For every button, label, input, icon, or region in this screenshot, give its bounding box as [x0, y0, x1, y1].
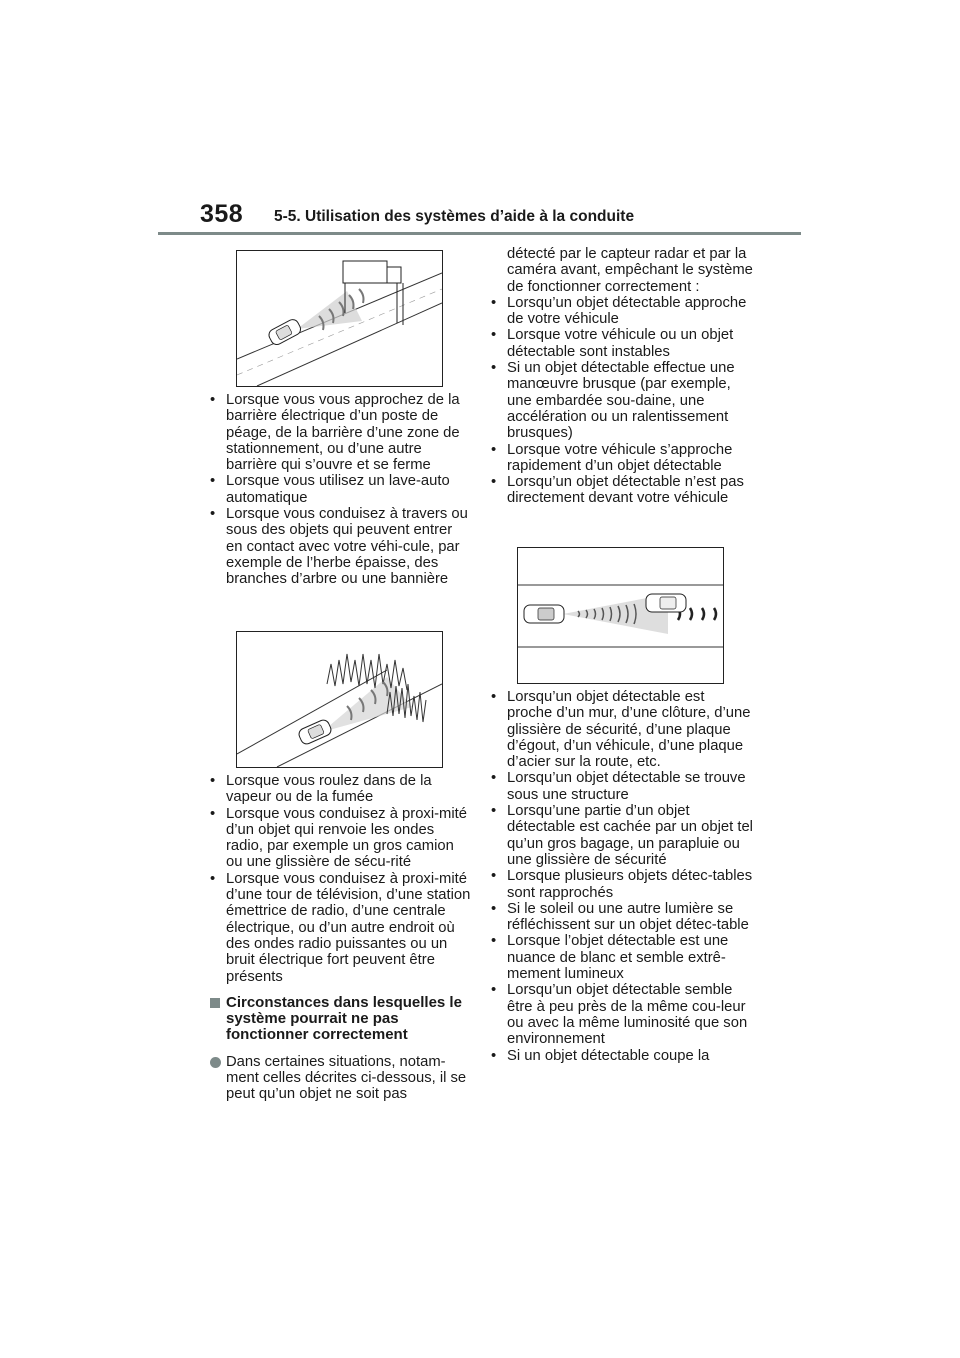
illustration-toll-barrier — [236, 250, 443, 387]
list-item: • Lorsque votre véhicule s’approche rapidement d’un objet détectable — [491, 442, 753, 475]
list-item: • Lorsqu’un objet détectable approche de votre véhicule — [491, 295, 753, 328]
right-column — [491, 246, 753, 507]
circle-bullet-icon — [210, 1057, 221, 1068]
right-column-lower — [491, 689, 753, 1064]
list-item: • Si un objet détectable effectue une manœuvre brusque (par exemple, une embardée sou-daine, une accélération ou un ralentissement brusques) — [491, 360, 753, 441]
bullet-list-detection — [491, 295, 753, 507]
list-item: • Lorsque vous roulez dans de la vapeur ou de la fumée — [210, 773, 472, 806]
intro-paragraph — [210, 1054, 472, 1103]
list-item: • Lorsque vous conduisez à proxi-mité d’une tour de télévision, d’une station émettrice de radio, d’une centrale électrique, ou d’un autre endroit où des ondes radio puissantes ou un bruit électrique fort peuvent être présents — [210, 871, 472, 985]
section-title: 5-5. Utilisation des systèmes d’aide à la conduite — [274, 208, 635, 225]
list-item: • Si un objet détectable coupe la — [491, 1048, 753, 1064]
bullet-list-barriers — [210, 392, 472, 588]
left-column-lower — [210, 773, 472, 1103]
list-item: • Lorsque plusieurs objets détec-tables sont rapprochés — [491, 868, 753, 901]
section-heading — [210, 995, 472, 1044]
list-item: • Lorsque vous conduisez à proxi-mité d’un objet qui renvoie les ondes radio, par exemple un gros camion ou une glissière de sécu-rité — [210, 806, 472, 871]
square-bullet-icon — [210, 998, 220, 1008]
continuation-text: détecté par le capteur radar et par la caméra avant, empêchant le système de fonctionner correctement : — [507, 246, 753, 295]
left-column — [210, 392, 472, 588]
paragraph-text: Dans certaines situations, notam-ment celles décrites ci-dessous, il se peut qu’un objet ne soit pas — [226, 1053, 467, 1103]
header-divider — [158, 232, 801, 235]
list-item: • Si le soleil ou une autre lumière se réfléchissent sur un objet détec-table — [491, 901, 753, 934]
list-item: • Lorsqu’un objet détectable se trouve sous une structure — [491, 770, 753, 803]
page-number: 358 — [200, 200, 244, 228]
list-item: • Lorsque votre véhicule ou un objet détectable sont instables — [491, 327, 753, 360]
list-item: • Lorsque vous vous approchez de la barrière électrique d’un poste de péage, de la barrière d’une zone de stationnement, ou d’une autre barrière qui s’ouvre et se ferme — [210, 392, 472, 473]
bullet-list-conditions — [491, 689, 753, 1064]
list-item: • Lorsque vous utilisez un lave-auto automatique — [210, 473, 472, 506]
illustration-vegetation — [236, 631, 443, 768]
bullet-list-interference — [210, 773, 472, 985]
heading-text: Circonstances dans lesquelles le système pourrait ne pas fonctionner correctement — [226, 993, 462, 1044]
list-item: • Lorsqu’une partie d’un objet détectable est cachée par un objet tel qu’un gros bagage, un parapluie ou une glissière de sécurité — [491, 803, 753, 868]
list-item: • Lorsqu’un objet détectable semble être à peu près de la même cou-leur ou avec la même luminosité que son environnement — [491, 982, 753, 1047]
list-item: • Lorsque vous conduisez à travers ou sous des objets qui peuvent entrer en contact avec votre véhi-cule, par exemple de l’herbe épaisse, des branches d’arbre ou une bannière — [210, 506, 472, 587]
illustration-vehicle-ahead — [517, 547, 724, 684]
list-item: • Lorsqu’un objet détectable est proche d’un mur, d’une clôture, d’une glissière de sécurité, d’une plaque d’égout, d’un véhicule, d’une plaque d’acier sur la route, etc. — [491, 689, 753, 770]
list-item: • Lorsqu’un objet détectable n’est pas directement devant votre véhicule — [491, 474, 753, 507]
list-item: • Lorsque l’objet détectable est une nuance de blanc et semble extrê-mement lumineux — [491, 933, 753, 982]
